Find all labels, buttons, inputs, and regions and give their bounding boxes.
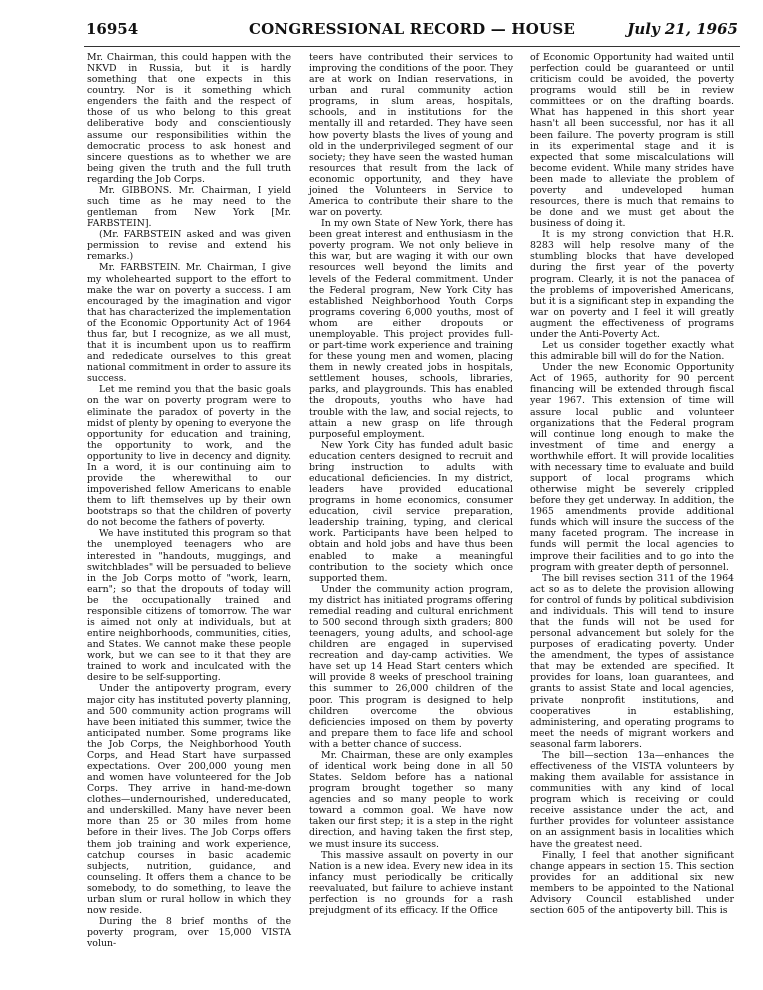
text-column-3 <box>530 52 734 916</box>
paragraph: It is my strong conviction that H.R. 8283 will help resolve many of the stumbling blocks that have developed during the first year of the poverty program. Clearly, it is not the panacea of the problems of impoverished Americans, but it is a significant step in expanding the war on poverty and I feel it will greatly augment the effectiveness of programs under the Anti-Poverty Act. <box>530 229 734 340</box>
paragraph: The bill revises section 311 of the 1964 act so as to delete the provision allowing for control of funds by political subdivision and individuals. This will tend to insure that the funds will not be used for personal advancement but solely for the purposes of eradicating poverty. Under the amendment, the types of assistance that may be extended are specified. It provides for loans, loan guarantees, and grants to assist State and local agencies, private nonprofit institutions, and cooperatives in establishing, administering, and operating programs to meet the needs of migrant workers and seasonal farm laborers. <box>530 572 734 750</box>
paragraph: teers have contributed their services to improving the conditions of the poor. They are at work on Indian reservations, in urban and rural community action programs, in slum areas, hospitals, schools, and in institutions for the mentally ill and retarded. They have seen how poverty blasts the lives of young and old in the underprivileged segment of our society; they have seen the wasted human resources that result from the lack of economic opportunity, and they have joined the Volunteers in Service to America to contribute their share to the war on poverty. <box>309 52 513 219</box>
paragraph: Mr. Chairman, this could happen with the NKVD in Russia, but it is hardly something that one expects in this country. Nor is it something which engenders the faith and the respect of those of us who belong to this great deliberative body and conscientiously assume our responsibilities within the democratic process to ask honest and sincere questions as to whether we are being given the truth and the full truth regarding the Job Corps. <box>87 52 291 185</box>
paragraph: Let me remind you that the basic goals on the war on poverty program were to eliminate the paradox of poverty in the midst of plenty by opening to everyone the opportunity for education and training, the opportunity to work, and the opportunity to live in decency and dignity. In a word, it is our continuing aim to provide the wherewithal to our impoverished fellow Americans to enable them to lift themselves up by their own bootstraps so that the children of poverty do not become the fathers of poverty. <box>87 384 291 529</box>
paragraph: (Mr. FARBSTEIN asked and was given permission to revise and extend his remarks.) <box>87 229 291 263</box>
header-rule <box>84 46 740 47</box>
paragraph: Mr. GIBBONS. Mr. Chairman, I yield such time as he may need to the gentleman from New York [Mr. FARBSTEIN]. <box>87 184 291 230</box>
paragraph: Under the community action program, my district has initiated programs offering remedial reading and cultural enrichment to 500 second through sixth graders; 800 teenagers, young adults, and school-age children are engaged in supervised recreation and day-camp activities. We have set up 14 Head Start centers which will provide 8 weeks of preschool training this summer to 26,000 children of the poor. This program is designed to help children overcome the obvious deficiencies imposed on them by poverty and prepare them to face life and school with a better chance of success. <box>309 583 513 750</box>
paragraph: This massive assault on poverty in our Nation is a new idea. Every new idea in its infancy must periodically be critically reevaluated, but failure to achieve instant perfection is no grounds for a rash prejudgment of its efficacy. If the Office <box>309 849 513 917</box>
paragraph: Under the new Economic Opportunity Act of 1965, authority for 90 percent financing will be extended through fiscal year 1967. This extension of time will assure local public and volunteer organizations that the Federal program will continue long enough to make the investment of time and energy a worthwhile effort. It will provide localities with necessary time to evaluate and build support of local programs which otherwise might be severely crippled before they get underway. In addition, the 1965 amendments provide additional funds which will insure the success of the many faceted program. The increase in funds will permit the local agencies to improve their facilities and to go into the program with greater depth of personnel. <box>530 362 734 573</box>
page-number: 16954 <box>86 20 139 38</box>
paragraph: New York City has funded adult basic education centers designed to recruit and bring instruction to adults with educational deficiencies. In my district, leaders have provided educational programs in home economics, consumer education, civil service preparation, leadership training, typing, and clerical work. Participants have been helped to obtain and hold jobs and have thus been enabled to make a meaningful contribution to the society which once supported them. <box>309 439 513 584</box>
text-column-2 <box>309 52 513 916</box>
publication-title: CONGRESSIONAL RECORD — HOUSE <box>249 20 575 38</box>
paragraph: We have instituted this program so that the unemployed teenagers who are interested in "handouts, muggings, and switchblades" will be persuaded to believe in the Job Corps motto of "work, learn, earn"; so that the dropouts of today will be the occupationally trained and responsible citizens of tomorrow. The war is aimed not only at individuals, but at entire neighborhoods, communities, cities, and States. We cannot make these people work, but we can see to it that they are trained to work and inculcated with the desire to be self-supporting. <box>87 528 291 684</box>
paragraph: Mr. FARBSTEIN. Mr. Chairman, I give my wholehearted support to the effort to make the war on poverty a success. I am encouraged by the imagination and vigor that has characterized the implementation of the Economic Opportunity Act of 1964 thus far, but I recognize, as we all must, that it is incumbent upon us to reaffirm and rededicate ourselves to this great national commitment in order to assure its success. <box>87 262 291 385</box>
paragraph: Mr. Chairman, these are only examples of identical work being done in all 50 States. Seldom before has a national program brought together so many agencies and so many people to work toward a common goal. We have now taken our first step; it is a step in the right direction, and having taken the first step, we must insure its success. <box>309 749 513 850</box>
paragraph: The bill—section 13a—enhances the effectiveness of the VISTA volunteers by making them available for assistance in communities with any kind of local program which is receiving or could receive assistance under the act, and further provides for volunteer assistance on an assignment basis in localities which have the greatest need. <box>530 749 734 850</box>
paragraph: Under the antipoverty program, every major city has instituted poverty planning, and 500 community action programs will have been initiated this summer, twice the anticipated number. Some programs like the Job Corps, the Neighborhood Youth Corps, and Head Start have surpassed expectations. Over 200,000 young men and women have volunteered for the Job Corps. They arrive in hand-me-down clothes—undernourished, undereducated, and underskilled. Many have never been more than 25 or 30 miles from home before in their lives. The Job Corps offers them job training and work experience, catchup courses in basic academic subjects, nutrition, guidance, and counseling. It offers them a chance to be somebody, to do something, to leave the urban slum or rural hollow in which they now reside. <box>87 683 291 917</box>
text-column-1 <box>87 52 291 949</box>
paragraph: Let us consider together exactly what this admirable bill will do for the Nation. <box>530 340 734 363</box>
publication-date: July 21, 1965 <box>627 20 738 38</box>
paragraph: of Economic Opportunity had waited until perfection could be guaranteed or until criticism could be avoided, the poverty programs would still be in review committees or on the drafting boards. What has happened in this short year hasn't all been successful, nor has it all been failure. The poverty program is still in its experimental stage and it is expected that some miscalculations will become evident. While many strides have been made to alleviate the problem of poverty and undeveloped human resources, there is much that remains to be done and we must get about the business of doing it. <box>530 52 734 230</box>
page-header <box>86 20 738 42</box>
paragraph: Finally, I feel that another significant change appears in section 15. This section provides for an additional six new members to be appointed to the National Advisory Council established under section 605 of the antipoverty bill. This is <box>530 849 734 917</box>
paragraph: In my own State of New York, there has been great interest and enthusiasm in the poverty program. We not only believe in this war, but are waging it with our own resources well beyond the limits and levels of the Federal commitment. Under the Federal program, New York City has established Neighborhood Youth Corps programs covering 6,000 youths, most of whom are either dropouts or unemployable. This project provides full- or part-time work experience and training for these young men and women, placing them in newly created jobs in hospitals, settlement houses, schools, libraries, parks, and playgrounds. This has enabled the dropouts, youths who have had trouble with the law, and social rejects, to attain a new grasp on life through purposeful employment. <box>309 218 513 440</box>
paragraph: During the 8 brief months of the poverty program, over 15,000 VISTA volun- <box>87 916 291 950</box>
